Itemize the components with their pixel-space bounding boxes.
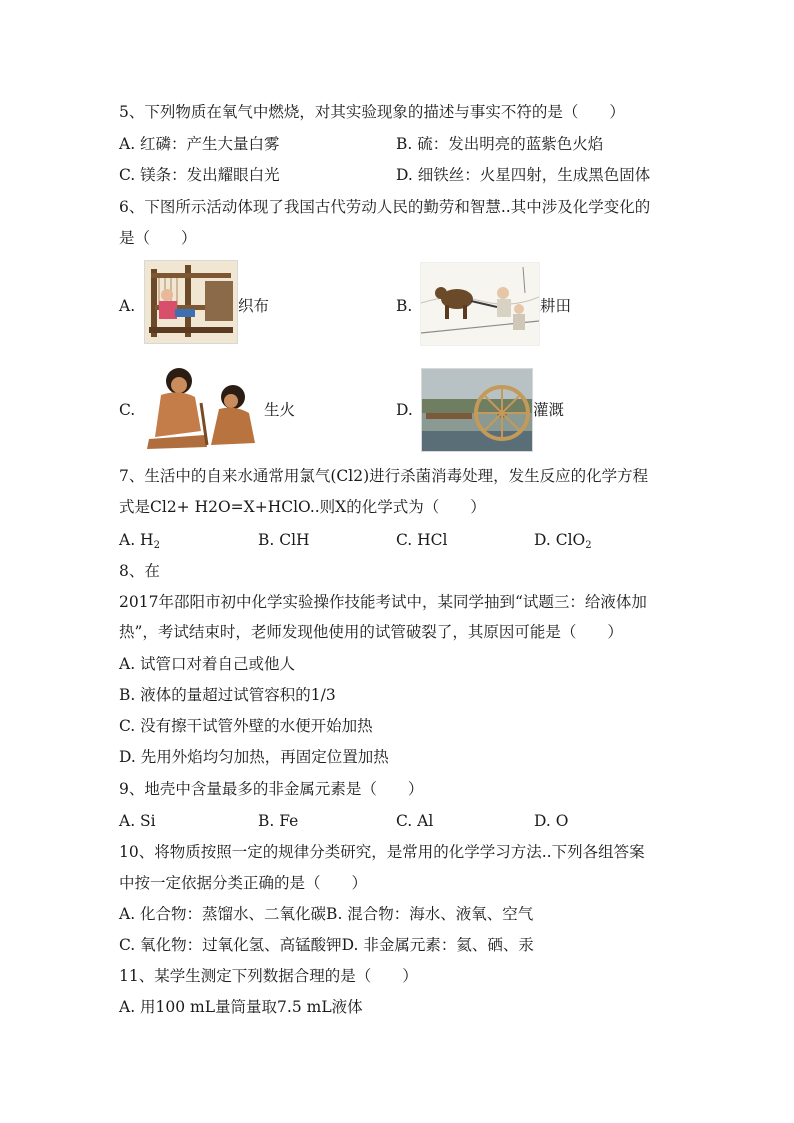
q8-option-a: A. 试管口对着自己或他人 (119, 655, 296, 673)
q7-stem-line2: 式是Cl2+ H2O=X+HClO..则X的化学式为（ ） (119, 498, 486, 516)
q6-option-d-label: 灌溉 (533, 401, 565, 419)
q6-option-b-label: 耕田 (540, 297, 572, 315)
q6-option-a-letter: A. (119, 297, 136, 315)
q6-stem-line2: 是（ ） (119, 229, 197, 247)
making-fire-image (144, 360, 264, 452)
q5-stem: 5、下列物质在氧气中燃烧，对其实验现象的描述与事实不符的是（ ） (119, 103, 625, 121)
q8-option-b: B. 液体的量超过试管容积的1/3 (119, 686, 336, 704)
q5-option-d: D. 细铁丝：火星四射，生成黑色固体 (396, 166, 651, 184)
q10-stem-line2: 中按一定依据分类正确的是（ ） (119, 874, 368, 892)
weaving-loom-image (144, 260, 238, 344)
q9-stem: 9、地壳中含量最多的非金属元素是（ ） (119, 780, 424, 798)
q5-option-a: A. 红磷：产生大量白雾 (119, 135, 280, 153)
q8-stem-line2: 2017年邵阳市初中化学实验操作技能考试中，某同学抽到“试题三：给液体加 (119, 593, 647, 611)
q8-option-c: C. 没有擦干试管外壁的水便开始加热 (119, 717, 373, 735)
q6-option-b-letter: B. (396, 297, 413, 315)
q6-option-c-letter: C. (119, 401, 136, 419)
q9-option-b: B. Fe (258, 812, 299, 830)
q9-option-a: A. Si (119, 812, 156, 830)
q10-options-cd: C. 氧化物：过氧化氢、高锰酸钾D. 非金属元素：氦、硒、汞 (119, 936, 534, 954)
q7-option-a: A. $H_2$ (119, 531, 160, 551)
q6-option-a-label: 织布 (238, 297, 270, 315)
q5-option-b: B. 硫：发出明亮的蓝紫色火焰 (396, 135, 604, 153)
q5-option-c: C. 镁条：发出耀眼白光 (119, 166, 280, 184)
q6-option-c-label: 生火 (264, 401, 296, 419)
plowing-field-image (420, 262, 540, 346)
q8-option-d: D. 先用外焰均匀加热，再固定位置加热 (119, 748, 389, 766)
q7-option-c: C. HCl (396, 531, 448, 549)
q7-stem-line1: 7、生活中的自来水通常用氯气(Cl2)进行杀菌消毒处理，发生反应的化学方程 (119, 467, 649, 485)
q10-stem-line1: 10、将物质按照一定的规律分类研究，是常用的化学学习方法..下列各组答案 (119, 843, 645, 861)
q7-option-d: D. ClO$_2$ (534, 531, 592, 551)
q6-option-d-letter: D. (396, 401, 413, 419)
q6-stem-line1: 6、下图所示活动体现了我国古代劳动人民的勤劳和智慧..其中涉及化学变化的 (119, 198, 651, 216)
q8-stem-line3: 热”，考试结束时，老师发现他使用的试管破裂了，其原因可能是（ ） (119, 623, 623, 641)
q11-stem: 11、某学生测定下列数据合理的是（ ） (119, 967, 418, 985)
q8-stem-line1: 8、在 (119, 562, 160, 580)
water-wheel-image (421, 368, 533, 452)
q11-option-a: A. 用100 mL量筒量取7.5 mL液体 (119, 998, 363, 1016)
q10-options-ab: A. 化合物：蒸馏水、二氧化碳B. 混合物：海水、液氧、空气 (119, 905, 534, 923)
q9-option-d: D. O (534, 812, 569, 830)
q7-option-b: B. ClH (258, 531, 310, 549)
q9-option-c: C. Al (396, 812, 434, 830)
